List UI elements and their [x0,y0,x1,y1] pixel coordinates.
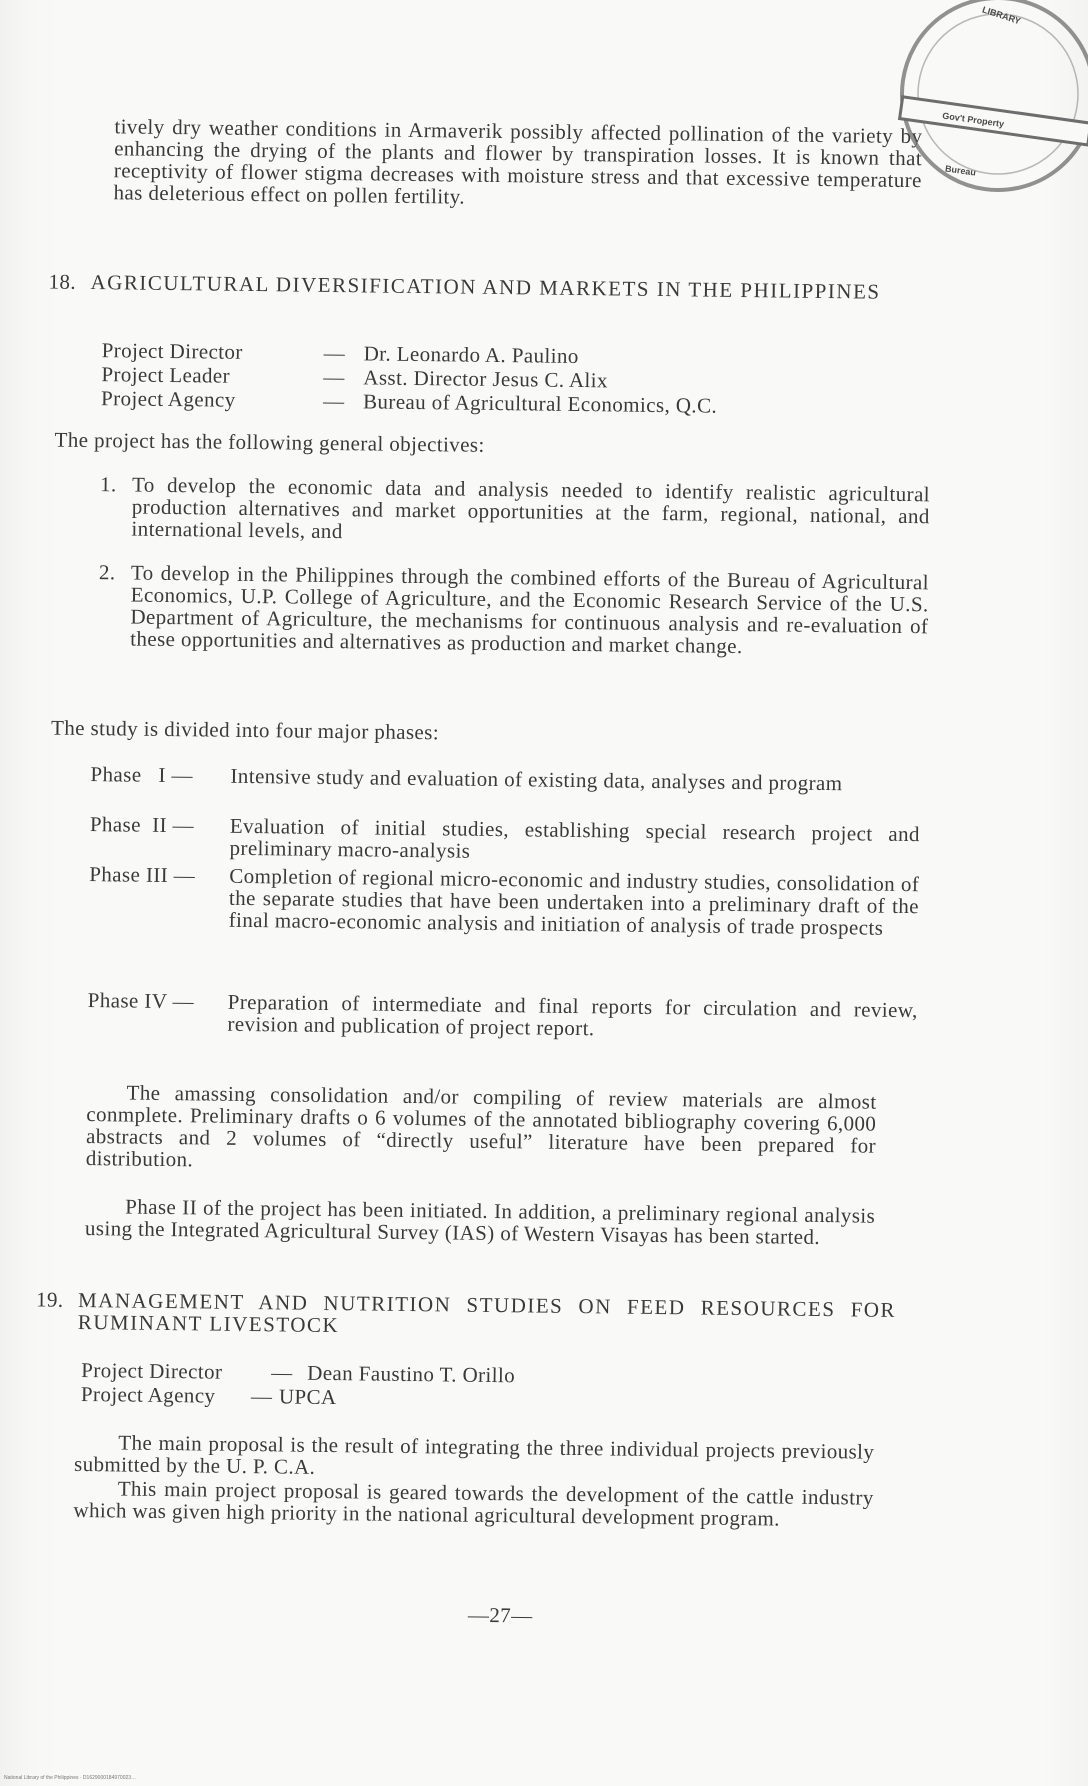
section-19-paragraph-1: The main proposal is the result of integrating the three individual projects previously submitted by the U. P. C.A. [73,1430,875,1479]
library-stamp-icon [888,0,1088,224]
info-row-agency: Project Agency — UPCA [80,1381,337,1410]
info-row-director: Project Director — Dean Faustino T. Orillo [81,1357,516,1388]
stamp-top-text: LIBRARY [981,4,1022,27]
section-19-info [81,1359,515,1412]
section-18-heading [48,269,909,304]
section-19-title: MANAGEMENT AND NUTRITION STUDIES ON FEED RESOURCES FOR RUMINANT LIVESTOCK [77,1287,897,1338]
section-18-paragraph-2: Phase II of the project has been initiated. In addition, a preliminary regional analysis using the Integrated Agricultural Survey (IAS) of Western Visayas has been started. [84,1194,876,1250]
section-19-heading [35,1287,897,1338]
info-row-director: Project Director — Dr. Leonardo A. Paulino [101,338,579,368]
section-18-info [101,339,718,419]
phases-intro: The study is divided into four major phases: [50,715,440,745]
stamp-bottom-text: Bureau [944,163,977,178]
section-18-title: AGRICULTURAL DIVERSIFICATION AND MARKETS IN THE PHILIPPINES [90,270,881,304]
section-18-paragraph-1: The amassing consolidation and/or compiling of review materials are almost conmplete. Preliminary drafts o 6 volumes of the annotated bibliography covering 6,000 abstracts and 2 volumes of “directly useful” literature have been prepared for distribution. [85,1080,877,1172]
info-row-leader: Project Leader — Asst. Director Jesus C. Alix [101,362,609,393]
section-18-number: 18. [48,269,77,294]
phase-item: Phase III — Completion of regional micro-economic and industry studies, consolidation of the separate studies that have been undertaken into a preliminary draft of the final macro-economic analysis and initiation of analysis of trade prospects [89,862,920,940]
phase-item: Phase I — Intensive study and evaluation of existing data, analyses and program [90,762,843,796]
objectives-list [98,472,931,659]
stamp-band-text: Gov't Property [941,110,1005,130]
intro-paragraph: tively dry weather conditions in Armaverik possibly affected pollination of the variety by enhancing the drying of the plants and flower by transpiration losses. It is known that receptivity of flower stigma decreases with moisture stress and that excessive temperature has deleterious effect on pollen fertility. [113,114,923,209]
phases-list [87,762,921,1041]
phase-item: Phase II — Evaluation of initial studies, establishing special research project and preliminary macro-analysis [89,812,920,863]
archive-footer-note: National Library of the Philippines · D1629000184970023… [4,1775,137,1781]
section-19-number: 19. [35,1287,64,1312]
objectives-intro: The project has the following general objectives: [54,427,485,457]
page-body [35,0,940,1786]
section-19-paragraph-2: This main project proposal is geared towards the development of the cattle industry which was given high priority in the national agricultural development program. [73,1476,874,1531]
phase-item: Phase IV — Preparation of intermediate and final reports for circulation and review, revision and publication of project report. [87,988,918,1041]
objective-item: 2. To develop in the Philippines through the combined efforts of the Bureau of Agricultural Economics, U.P. College of Agriculture, and the Economic Research Service of the U.S. Department of Agriculture, the mechanisms for continuous analysis and re-evaluation of these opportunities and alternatives as production and market change. [98,560,930,659]
page-number: —27— [467,1602,533,1628]
objective-item: 1. To develop the economic data and analysis needed to identify realistic agricultural production alternatives and market opportunities at the farm, regional, national, and international levels, and [99,472,931,544]
info-row-agency: Project Agency — Bureau of Agricultural Economics, Q.C. [100,386,718,418]
